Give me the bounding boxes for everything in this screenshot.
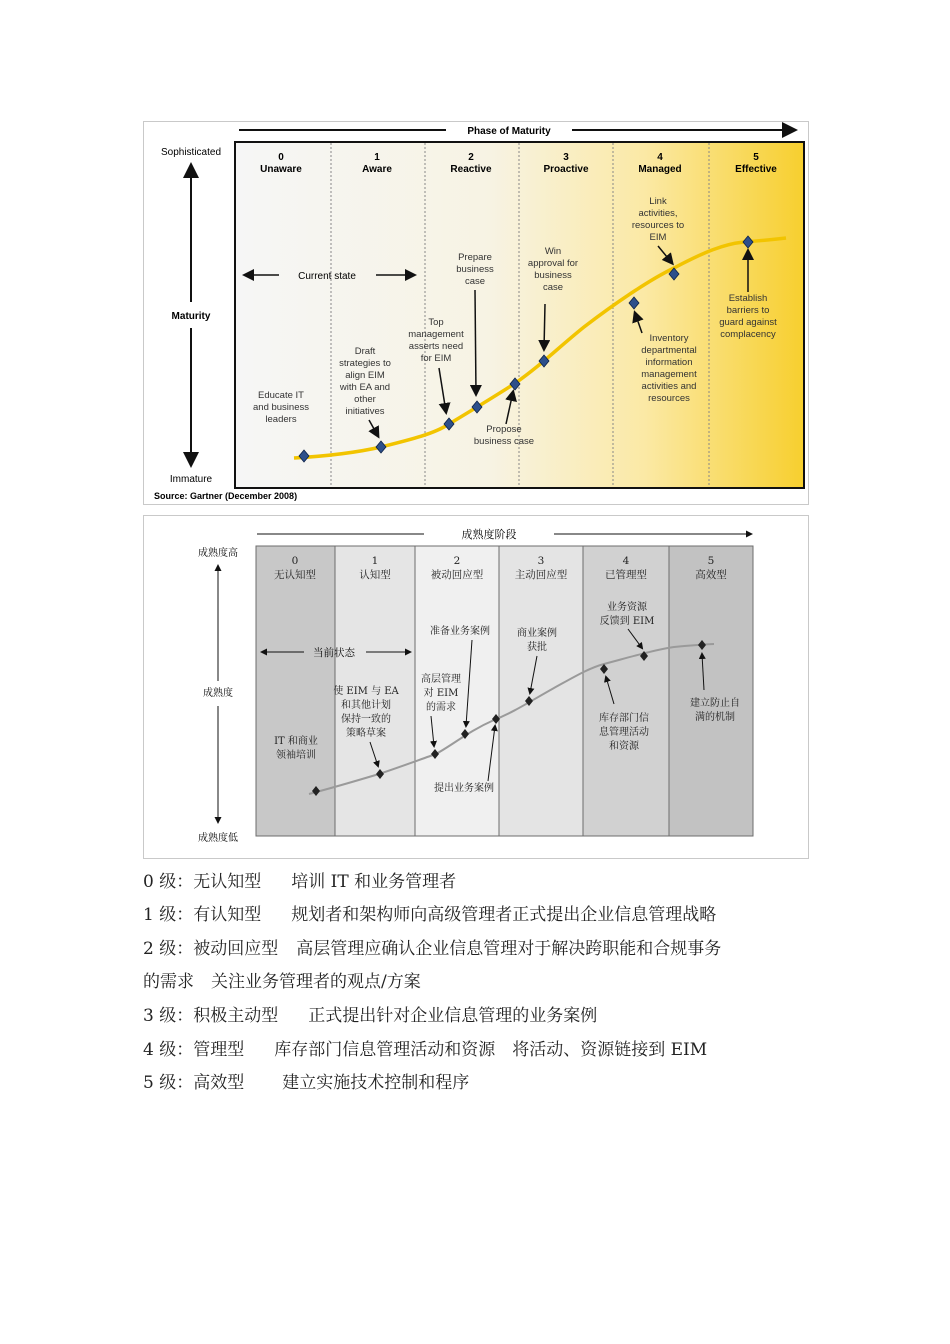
level-2-label: 2 级：被动回应型 — [143, 939, 279, 959]
phase-of-maturity-label: Phase of Maturity — [467, 126, 551, 137]
y-bottom-label: Immature — [169, 474, 213, 485]
annot-establish-2: barriers to — [726, 305, 770, 316]
phase-3-name: Proactive — [543, 164, 589, 175]
chart2-annot-top-1: 高层管理 — [421, 674, 461, 685]
level-4-text: 库存部门信息管理活动和资源 将活动、资源链接到 EIM — [274, 1040, 708, 1060]
annot-propose-1: Propose — [486, 424, 522, 435]
annot-prepare-3: case — [464, 276, 486, 287]
phase-4-name: Managed — [638, 164, 682, 175]
chart2-annot-link-2: 反馈到 EIM — [599, 616, 655, 627]
chart2-annot-top-3: 的需求 — [426, 702, 456, 713]
annot-propose-2: business case — [473, 436, 535, 447]
chart2-y-top: 成熟度高 — [198, 548, 238, 559]
annot-educate-3: leaders — [265, 414, 297, 425]
chart2-phase-1-name: 认知型 — [359, 569, 391, 581]
phase-5-name: Effective — [735, 164, 777, 175]
level-line-2 — [143, 938, 823, 960]
y-top-label: Sophisticated — [160, 147, 222, 158]
current-state-label: Current state — [298, 271, 356, 282]
phase-2-num: 2 — [468, 152, 474, 163]
annot-top-2: management — [408, 329, 464, 340]
annot-win-4: case — [542, 282, 564, 293]
chart2-phase-4-num: 4 — [622, 555, 630, 567]
chart2-phase-0-name: 无认知型 — [274, 569, 316, 581]
maturity-chart-chinese-svg — [144, 516, 808, 858]
chart2-annot-educate-2: 领袖培训 — [276, 750, 316, 761]
annot-link-2: activities, — [638, 208, 678, 219]
level-line-3 — [143, 1005, 823, 1027]
chart2-phase-5-num: 5 — [707, 555, 715, 567]
chart2-phase-3-name: 主动回应型 — [514, 569, 568, 581]
chart2-annot-link-1: 业务资源 — [607, 602, 647, 613]
chart2-phase-3-num: 3 — [537, 555, 545, 567]
level-line-1 — [143, 904, 823, 926]
level-4-label: 4 级：管理型 — [143, 1040, 245, 1060]
chart2-annot-inventory-3: 和资源 — [609, 741, 639, 752]
phase-0-name: Unaware — [260, 164, 302, 175]
phase-1-name: Aware — [362, 164, 392, 175]
chart2-top-label: 成熟度阶段 — [461, 528, 517, 541]
phase-4-num: 4 — [657, 152, 663, 163]
annot-win-3: business — [534, 270, 572, 281]
annot-link-3: resources to — [631, 220, 685, 231]
chart2-annot-draft-3: 保持一致的 — [341, 714, 391, 725]
chart2-phase-2-num: 2 — [453, 555, 461, 567]
maturity-chart-english — [143, 121, 809, 505]
annot-win-1: Win — [544, 246, 562, 257]
chart2-y-bottom: 成熟度低 — [198, 833, 238, 844]
level-line-2-cont — [143, 971, 823, 993]
annot-prepare-1: Prepare — [458, 252, 492, 263]
chart2-annot-establish-1: 建立防止自 — [690, 698, 740, 709]
chart2-annot-inventory-2: 息管理活动 — [599, 727, 649, 738]
annot-establish-3: guard against — [719, 317, 777, 328]
maturity-chart-chinese — [143, 515, 809, 859]
level-5-label: 5 级：高效型 — [143, 1073, 245, 1093]
level-5-text: 建立实施技术控制和程序 — [282, 1073, 470, 1093]
level-line-4 — [143, 1039, 823, 1061]
chart2-annot-inventory-1: 库存部门信 — [599, 713, 649, 724]
chart2-annot-educate-1: IT 和商业 — [274, 736, 318, 747]
chart2-annot-win-1: 商业案例 — [517, 628, 557, 639]
annot-establish-4: complacency — [720, 329, 776, 340]
annot-educate-2: and business — [253, 402, 309, 413]
annot-inventory-1: Inventory — [649, 333, 689, 344]
chart2-annot-draft-4: 策略草案 — [346, 728, 386, 739]
annot-top-1: Top — [428, 317, 444, 328]
chart2-annot-establish-2: 满的机制 — [695, 712, 735, 723]
annot-draft-2: strategies to — [339, 358, 391, 369]
chart2-annot-draft-1: 使 EIM 与 EA — [333, 686, 399, 697]
maturity-chart-english-svg — [144, 122, 808, 504]
level-0-text: 培训 IT 和业务管理者 — [291, 872, 457, 892]
phase-1-num: 1 — [374, 152, 380, 163]
annot-draft-4: with EA and — [339, 382, 391, 393]
chart2-y-mid: 成熟度 — [203, 688, 233, 699]
level-1-label: 1 级：有认知型 — [143, 905, 262, 925]
phase-3-num: 3 — [563, 152, 569, 163]
annot-inventory-4: management — [641, 369, 697, 380]
chart2-annot-draft-2: 和其他计划 — [341, 700, 391, 711]
level-3-label: 3 级：积极主动型 — [143, 1006, 279, 1026]
annot-educate-1: Educate IT — [258, 390, 304, 401]
chart2-phase-0-num: 0 — [291, 555, 299, 567]
annot-draft-5: other — [354, 394, 376, 405]
level-line-5 — [143, 1072, 823, 1094]
chart2-annot-prepare: 准备业务案例 — [430, 626, 490, 637]
phase-2-name: Reactive — [450, 164, 492, 175]
annot-prepare-2: business — [456, 264, 494, 275]
annot-link-4: EIM — [649, 232, 667, 243]
chart2-annot-top-2: 对 EIM — [423, 688, 459, 699]
chart2-phase-1-num: 1 — [371, 555, 379, 567]
chart2-annot-propose: 提出业务案例 — [434, 783, 494, 794]
annot-inventory-6: resources — [648, 393, 690, 404]
chart2-phase-5-name: 高效型 — [695, 569, 727, 581]
level-1-text: 规划者和架构师向高级管理者正式提出企业信息管理战略 — [291, 905, 717, 925]
phase-5-num: 5 — [753, 152, 759, 163]
annot-top-4: for EIM — [420, 353, 452, 364]
annot-draft-6: initiatives — [345, 406, 385, 417]
level-0-label: 0 级：无认知型 — [143, 872, 262, 892]
chart2-current-state: 当前状态 — [313, 647, 355, 659]
level-3-text: 正式提出针对企业信息管理的业务案例 — [308, 1006, 598, 1026]
level-2-text: 高层管理应确认企业信息管理对于解决跨职能和合规事务 — [296, 939, 722, 959]
y-mid-label: Maturity — [171, 311, 211, 322]
level-2-cont-text: 的需求 关注业务管理者的观点/方案 — [143, 972, 421, 992]
annot-establish-1: Establish — [728, 293, 768, 304]
chart2-phase-4-name: 已管理型 — [605, 569, 647, 581]
annot-inventory-5: activities and — [641, 381, 697, 392]
annot-win-2: approval for — [527, 258, 579, 269]
level-line-0 — [143, 871, 823, 893]
annot-draft-1: Draft — [354, 346, 376, 357]
source-label: Source: Gartner (December 2008) — [154, 491, 298, 501]
chart2-phase-2-name: 被动回应型 — [430, 569, 484, 581]
annot-inventory-3: information — [645, 357, 693, 368]
annot-top-3: asserts need — [408, 341, 464, 352]
annot-draft-3: align EIM — [345, 370, 385, 381]
chart2-annot-win-2: 获批 — [527, 642, 547, 653]
annot-link-1: Link — [649, 196, 667, 207]
annot-inventory-2: departmental — [641, 345, 697, 356]
phase-0-num: 0 — [278, 152, 284, 163]
